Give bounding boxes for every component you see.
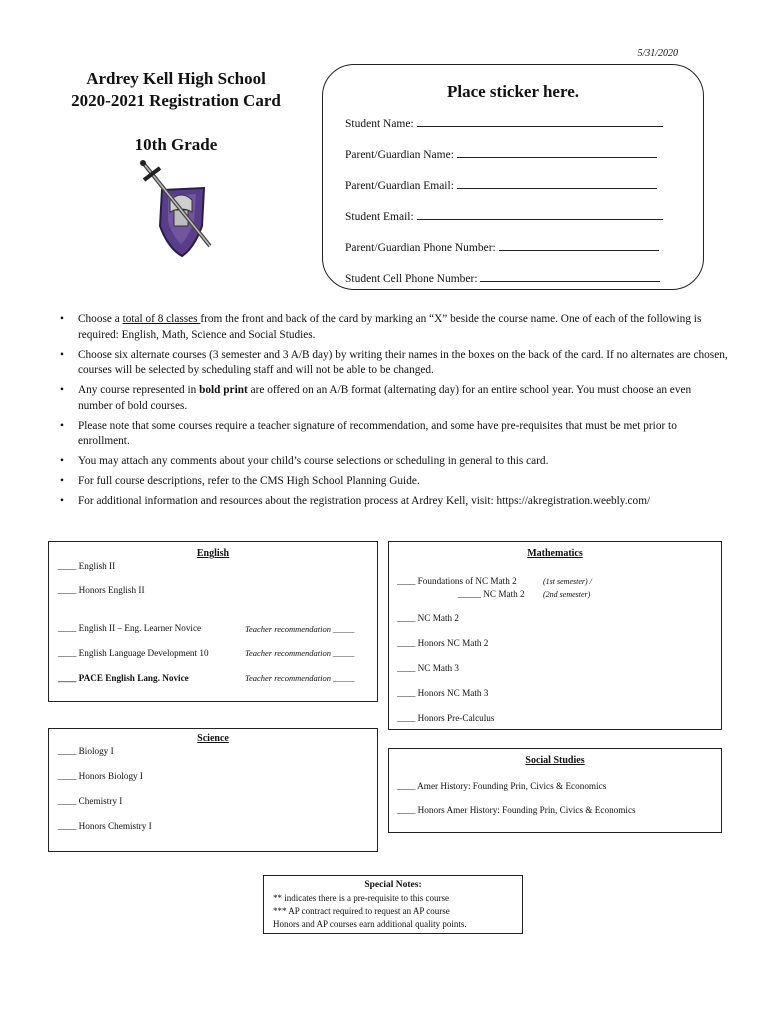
course-option[interactable]: _____ NC Math 2 xyxy=(458,589,525,599)
teacher-recommendation[interactable]: Teacher recommendation _____ xyxy=(245,624,355,634)
course-option[interactable]: ____ Honors NC Math 2 xyxy=(397,638,489,648)
course-option[interactable]: ____ NC Math 2 xyxy=(397,613,460,623)
student-email-field[interactable]: Student Email: xyxy=(345,209,663,223)
school-name: Ardrey Kell High School xyxy=(86,69,266,88)
science-title: Science xyxy=(197,733,229,744)
parent-email-field[interactable]: Parent/Guardian Email: xyxy=(345,178,657,192)
course-option[interactable]: ____ Chemistry I xyxy=(58,796,123,806)
knight-shield-logo xyxy=(138,160,216,260)
course-option[interactable]: ____ Honors English II xyxy=(58,585,145,595)
course-option[interactable]: ____ Honors Amer History: Founding Prin, Civics & Economics xyxy=(397,805,636,815)
sticker-title: Place sticker here. xyxy=(446,82,579,101)
english-title: English xyxy=(196,548,230,559)
date-stamp: 5/31/2020 xyxy=(637,48,678,59)
course-option[interactable]: ____ English Language Development 10 xyxy=(58,648,209,658)
student-name-field[interactable]: Student Name: xyxy=(345,116,663,130)
course-option[interactable]: ____ PACE English Lang. Novice xyxy=(58,673,189,683)
teacher-recommendation[interactable]: Teacher recommendation _____ xyxy=(245,673,355,683)
teacher-recommendation[interactable]: Teacher recommendation _____ xyxy=(245,648,355,658)
instructions-list xyxy=(58,312,728,514)
instruction-item: • You may attach any comments about your child’s course selections or scheduling in general to this card. xyxy=(60,455,549,467)
semester-note: (2nd semester) xyxy=(543,590,591,599)
math-title: Mathematics xyxy=(527,548,583,559)
semester-note: (1st semester) / xyxy=(543,577,592,586)
social-studies-title: Social Studies xyxy=(525,755,585,766)
course-option[interactable]: ____ Honors NC Math 3 xyxy=(397,688,489,698)
instruction-item: • Choose six alternate courses (3 semester and 3 A/B day) by writing their names in the boxes on the back of the card. If no alternates are chosen, courses will be selected by scheduling staff and will not be able to be changed. xyxy=(60,348,728,376)
grade-title: 10th Grade xyxy=(134,135,218,154)
instruction-item: • Any course represented in bold print are offered on an A/B format (alternating day) for an entire school year. You must choose an even number of bold courses. xyxy=(60,384,692,412)
note-line: ** indicates there is a pre-requisite to this course xyxy=(273,893,449,903)
course-option[interactable]: ____ English II xyxy=(58,561,116,571)
course-option[interactable]: ____ NC Math 3 xyxy=(397,663,460,673)
course-option[interactable]: ____ Amer History: Founding Prin, Civics & Economics xyxy=(397,781,607,791)
course-option[interactable]: ____ Honors Chemistry I xyxy=(58,821,152,831)
instruction-item: • For additional information and resources about the registration process at Ardrey Kell, visit: https://akregistration.weebly.com/ xyxy=(60,495,651,507)
parent-phone-field[interactable]: Parent/Guardian Phone Number: xyxy=(345,240,659,254)
course-option[interactable]: ____ Biology I xyxy=(58,746,114,756)
student-cell-field[interactable]: Student Cell Phone Number: xyxy=(345,271,660,285)
course-option[interactable]: ____ English II – Eng. Learner Novice xyxy=(58,623,202,633)
course-option[interactable]: ____ Honors Biology I xyxy=(58,771,143,781)
course-option[interactable]: ____ Honors Pre-Calculus xyxy=(397,713,495,723)
special-notes-title: Special Notes: xyxy=(364,880,422,890)
instruction-item: • For full course descriptions, refer to the CMS High School Planning Guide. xyxy=(60,475,420,487)
math-box xyxy=(388,541,722,730)
parent-name-field[interactable]: Parent/Guardian Name: xyxy=(345,147,657,161)
note-line: *** AP contract required to request an AP course xyxy=(273,906,450,916)
instruction-item: • Please note that some courses require a teacher signature of recommendation, and some have pre-requisites that must be met prior to enrollment. xyxy=(60,419,677,447)
instruction-item: • Choose a total of 8 classes from the front and back of the card by marking an “X” beside the course name. One of each of the following is required: English, Math, Science and Social Studies. xyxy=(60,313,702,341)
card-title: 2020-2021 Registration Card xyxy=(71,91,281,110)
course-option[interactable]: ____ Foundations of NC Math 2 xyxy=(397,576,517,586)
note-line: Honors and AP courses earn additional quality points. xyxy=(273,919,467,929)
